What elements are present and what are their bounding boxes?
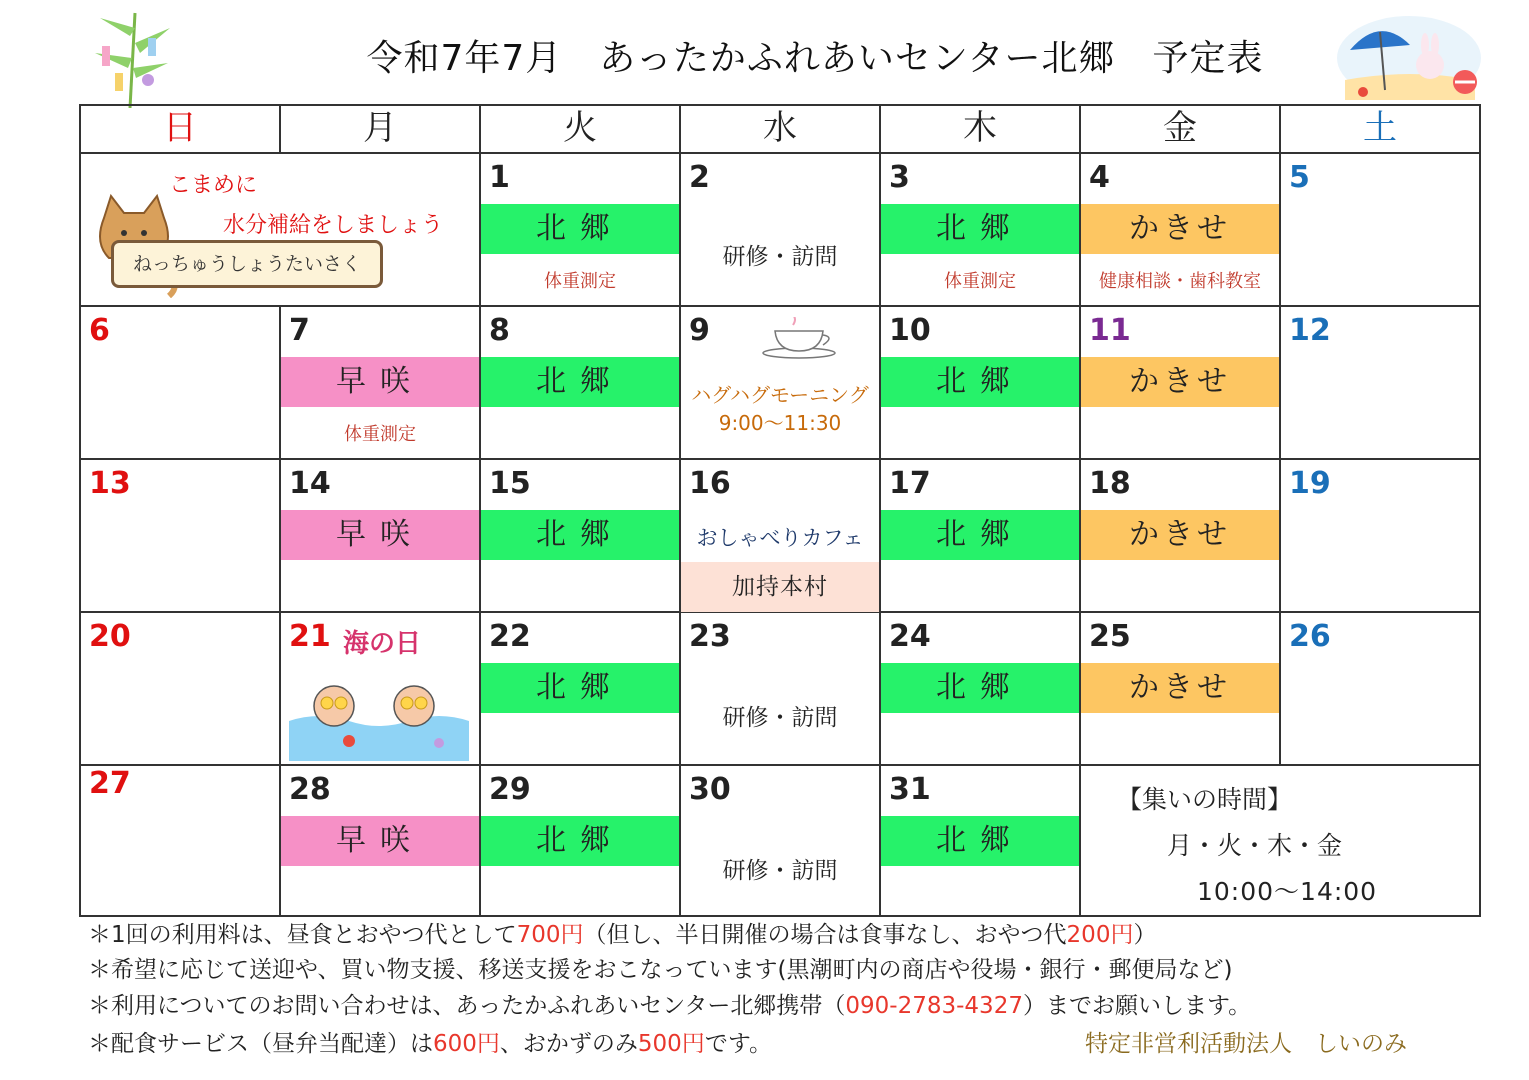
footer-meal-note xyxy=(88,1025,772,1058)
weekday-wed: 水 xyxy=(681,106,881,154)
day-cell-8 xyxy=(481,307,681,460)
weekday-sat: 土 xyxy=(1281,106,1479,154)
event-kitago: 北郷 xyxy=(481,663,679,713)
day-number: 29 xyxy=(489,772,531,807)
event-training: 研修・訪問 xyxy=(722,244,838,270)
event-kakise: かきせ xyxy=(1081,663,1279,713)
event-kitago: 北郷 xyxy=(881,816,1079,866)
day-cell-1 xyxy=(481,154,681,307)
footer-text: ）までお願いします。 xyxy=(1022,993,1252,1019)
footer-text: （但し、半日開催の場合は食事なし、おやつ代 xyxy=(583,922,1067,948)
event-kitago: 北郷 xyxy=(481,357,679,407)
day-number: 18 xyxy=(1089,466,1131,501)
tanabata-illustration xyxy=(80,8,180,108)
weekday-sun: 日 xyxy=(81,106,281,154)
side-dish-price: 500円 xyxy=(637,1031,705,1057)
day-cell-5 xyxy=(1281,154,1479,307)
umi-no-hi-label: 海の日 xyxy=(343,629,422,659)
fee-snack: 200円 xyxy=(1066,922,1134,948)
heat-notice-line1: こまめに xyxy=(169,173,258,198)
heat-notice-cell xyxy=(81,154,481,307)
day-cell-25 xyxy=(1081,613,1281,766)
day-number: 30 xyxy=(689,772,731,807)
gathering-time: 10:00〜14:00 xyxy=(1197,877,1378,906)
day-cell-30 xyxy=(681,766,881,915)
contact-phone: 090-2783-4327 xyxy=(845,993,1023,1019)
event-weight: 体重測定 xyxy=(944,271,1016,292)
day-cell-3 xyxy=(881,154,1081,307)
gathering-heading: 【集いの時間】 xyxy=(1117,785,1293,814)
day-cell-27 xyxy=(81,766,281,915)
day-number: 23 xyxy=(689,619,731,654)
event-kitago: 北郷 xyxy=(481,204,679,254)
footer-text: ＊配食サービス（昼弁当配達）は xyxy=(88,1031,433,1057)
event-kitago: 北郷 xyxy=(481,816,679,866)
day-cell-13 xyxy=(81,460,281,613)
event-hayazaki: 早咲 xyxy=(281,510,479,560)
footer-contact-note xyxy=(88,987,1251,1020)
day-cell-6 xyxy=(81,307,281,460)
event-kakise: かきせ xyxy=(1081,204,1279,254)
day-cell-18 xyxy=(1081,460,1281,613)
organization-name: 特定非営利活動法人 しいのみ xyxy=(1085,1031,1407,1057)
day-cell-23 xyxy=(681,613,881,766)
day-number: 11 xyxy=(1089,313,1131,348)
beach-illustration xyxy=(1335,10,1483,102)
day-cell-24 xyxy=(881,613,1081,766)
event-kamoto: 加持本村 xyxy=(681,562,879,612)
day-cell-10 xyxy=(881,307,1081,460)
day-number: 16 xyxy=(689,466,731,501)
weekday-thu: 木 xyxy=(881,106,1081,154)
event-hug-time: 9:00〜11:30 xyxy=(718,411,842,435)
day-number: 24 xyxy=(889,619,931,654)
day-number: 5 xyxy=(1289,160,1310,195)
heat-sign: ねっちゅうしょうたいさく xyxy=(111,240,383,288)
event-cafe: おしゃべりカフェ xyxy=(696,526,864,550)
day-number: 19 xyxy=(1289,466,1331,501)
day-number: 28 xyxy=(289,772,331,807)
event-health: 健康相談・歯科教室 xyxy=(1099,271,1261,292)
day-number: 20 xyxy=(89,619,131,654)
footer-transport-note: ＊希望に応じて送迎や、買い物支援、移送支援をおこなっています(黒潮町内の商店や役場・銀行・郵便局など) xyxy=(88,957,1233,983)
day-number: 13 xyxy=(89,466,131,501)
footer-text: ＊利用についてのお問い合わせは、あったかふれあいセンター北郷携帯（ xyxy=(88,993,846,1019)
event-training: 研修・訪問 xyxy=(722,705,838,731)
event-hayazaki: 早咲 xyxy=(281,816,479,866)
calendar-grid xyxy=(79,104,1481,917)
day-cell-2 xyxy=(681,154,881,307)
day-number: 12 xyxy=(1289,313,1331,348)
footer-text: 、おかずのみ xyxy=(499,1031,638,1057)
footer-text: です。 xyxy=(704,1031,772,1057)
day-number: 21 xyxy=(289,619,331,654)
day-cell-4 xyxy=(1081,154,1281,307)
day-number: 7 xyxy=(289,313,310,348)
day-cell-19 xyxy=(1281,460,1479,613)
event-kakise: かきせ xyxy=(1081,510,1279,560)
event-weight: 体重測定 xyxy=(344,424,416,445)
gathering-days: 月・火・木・金 xyxy=(1167,831,1343,860)
day-cell-21 xyxy=(281,613,481,766)
day-cell-7 xyxy=(281,307,481,460)
day-cell-11 xyxy=(1081,307,1281,460)
day-number: 4 xyxy=(1089,160,1110,195)
coffee-cup-icon xyxy=(761,317,841,359)
gathering-time-box xyxy=(1081,766,1479,915)
event-hug-morning: ハグハグモーニング xyxy=(691,383,869,407)
event-kitago: 北郷 xyxy=(881,204,1079,254)
day-number: 3 xyxy=(889,160,910,195)
day-number: 15 xyxy=(489,466,531,501)
footer-fee-note xyxy=(88,916,1156,949)
day-number: 27 xyxy=(89,766,131,801)
day-cell-31 xyxy=(881,766,1081,915)
day-cell-28 xyxy=(281,766,481,915)
weekday-fri: 金 xyxy=(1081,106,1281,154)
day-number: 8 xyxy=(489,313,510,348)
page-title: 令和7年7月 あったかふれあいセンター北郷 予定表 xyxy=(366,38,1264,79)
day-number: 1 xyxy=(489,160,510,195)
day-cell-14 xyxy=(281,460,481,613)
day-number: 26 xyxy=(1289,619,1331,654)
day-number: 14 xyxy=(289,466,331,501)
footer-text: ） xyxy=(1133,922,1157,948)
day-cell-16 xyxy=(681,460,881,613)
weekday-tue: 火 xyxy=(481,106,681,154)
event-weight: 体重測定 xyxy=(544,271,616,292)
event-kitago: 北郷 xyxy=(481,510,679,560)
swimmers-illustration xyxy=(289,661,469,761)
day-number: 2 xyxy=(689,160,710,195)
meal-price: 600円 xyxy=(433,1031,500,1057)
day-number: 17 xyxy=(889,466,931,501)
day-cell-9 xyxy=(681,307,881,460)
day-cell-26 xyxy=(1281,613,1479,766)
day-cell-20 xyxy=(81,613,281,766)
event-training: 研修・訪問 xyxy=(722,858,838,884)
footer-text: ＊1回の利用料は、昼食とおやつ代として xyxy=(88,922,517,948)
day-number: 9 xyxy=(689,313,710,348)
day-number: 31 xyxy=(889,772,931,807)
event-kitago: 北郷 xyxy=(881,357,1079,407)
event-kitago: 北郷 xyxy=(881,510,1079,560)
fee-lunch: 700円 xyxy=(516,922,584,948)
heat-notice-line2: 水分補給をしましょう xyxy=(223,213,444,238)
event-hayazaki: 早咲 xyxy=(281,357,479,407)
day-cell-17 xyxy=(881,460,1081,613)
day-number: 25 xyxy=(1089,619,1131,654)
day-number: 10 xyxy=(889,313,931,348)
event-kakise: かきせ xyxy=(1081,357,1279,407)
event-kitago: 北郷 xyxy=(881,663,1079,713)
day-cell-15 xyxy=(481,460,681,613)
day-cell-12 xyxy=(1281,307,1479,460)
day-number: 22 xyxy=(489,619,531,654)
day-cell-29 xyxy=(481,766,681,915)
day-cell-22 xyxy=(481,613,681,766)
day-number: 6 xyxy=(89,313,110,348)
weekday-mon: 月 xyxy=(281,106,481,154)
